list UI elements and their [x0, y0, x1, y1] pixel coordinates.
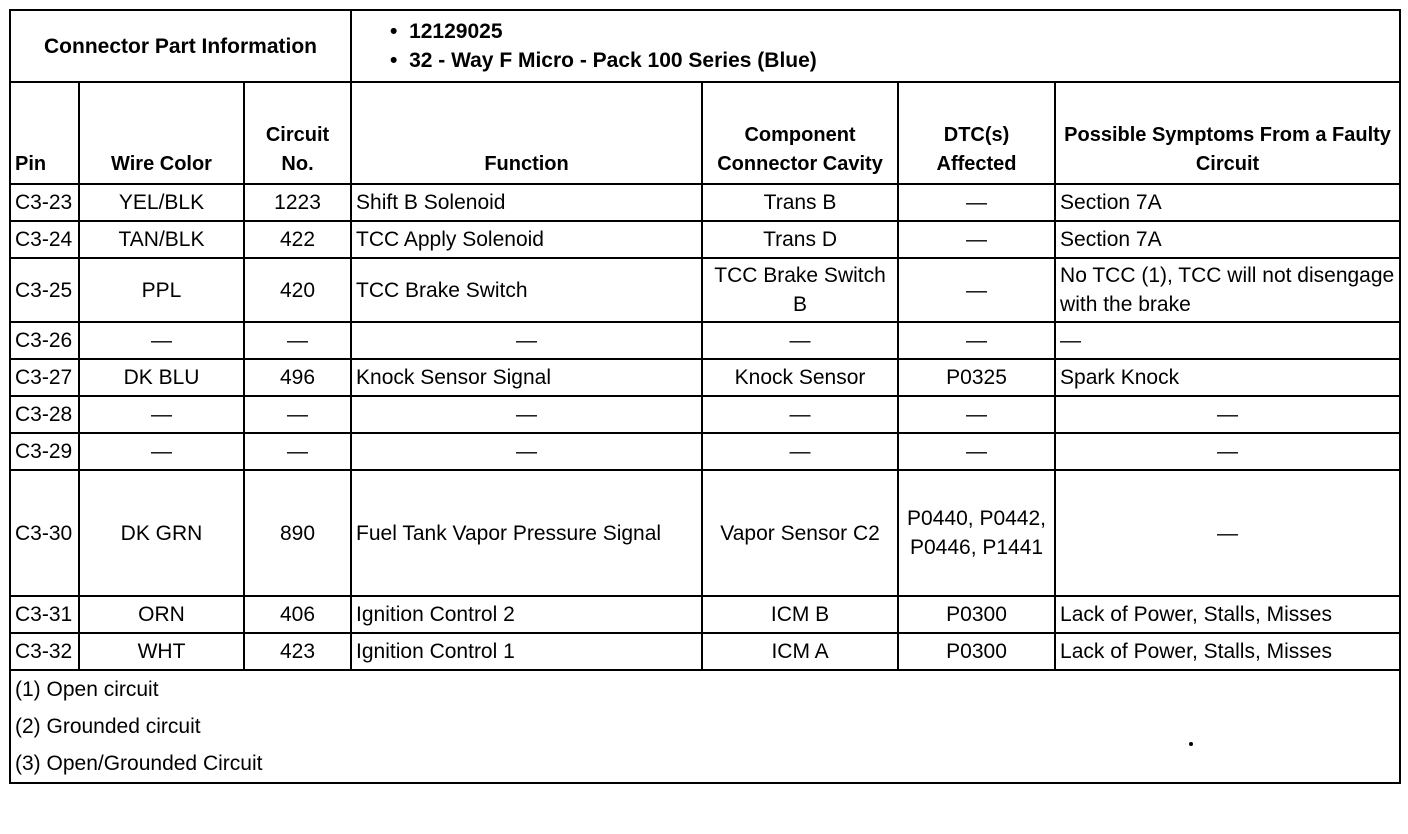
header-dtc: DTC(s) Affected [898, 82, 1055, 184]
pin-cell: C3-31 [10, 596, 79, 633]
wire-color-cell: DK BLU [79, 359, 244, 396]
table-row [10, 359, 1400, 396]
connector-description: 32 - Way F Micro - Pack 100 Series (Blue) [409, 49, 817, 72]
symptoms-cell: No TCC (1), TCC will not disengage with the brake [1055, 258, 1400, 322]
function-cell: — [351, 396, 702, 433]
connector-info-title: Connector Part Information [10, 10, 351, 82]
connector-info-bullets [351, 10, 1400, 82]
function-cell: Fuel Tank Vapor Pressure Signal [351, 470, 702, 596]
cavity-cell: Knock Sensor [702, 359, 898, 396]
cavity-cell: TCC Brake Switch B [702, 258, 898, 322]
table-row [10, 396, 1400, 433]
dtc-cell: P0440, P0442, P0446, P1441 [898, 470, 1055, 596]
symptoms-cell: Lack of Power, Stalls, Misses [1055, 596, 1400, 633]
function-cell: — [351, 433, 702, 470]
circuit-cell: 423 [244, 633, 351, 670]
function-cell: Shift B Solenoid [351, 184, 702, 221]
function-cell: Knock Sensor Signal [351, 359, 702, 396]
notes-row [10, 670, 1400, 783]
wire-color-cell: DK GRN [79, 470, 244, 596]
dtc-cell: — [898, 221, 1055, 258]
pin-cell: C3-26 [10, 322, 79, 359]
pin-cell: C3-24 [10, 221, 79, 258]
wire-color-cell: — [79, 396, 244, 433]
circuit-cell: — [244, 322, 351, 359]
table-row [10, 596, 1400, 633]
note-grounded-circuit: (2) Grounded circuit [15, 715, 201, 738]
pin-cell: C3-29 [10, 433, 79, 470]
table-row [10, 184, 1400, 221]
table-row [10, 433, 1400, 470]
wire-color-cell: YEL/BLK [79, 184, 244, 221]
pin-cell: C3-32 [10, 633, 79, 670]
symptoms-cell: Section 7A [1055, 184, 1400, 221]
circuit-cell: — [244, 433, 351, 470]
symptoms-cell: Section 7A [1055, 221, 1400, 258]
dtc-cell: — [898, 433, 1055, 470]
cavity-cell: ICM B [702, 596, 898, 633]
wire-color-cell: ORN [79, 596, 244, 633]
function-cell: TCC Brake Switch [351, 258, 702, 322]
cavity-cell: Trans D [702, 221, 898, 258]
table-row [10, 470, 1400, 596]
circuit-cell: — [244, 396, 351, 433]
bullet-item: • 12129025 [390, 20, 503, 43]
wire-color-cell: PPL [79, 258, 244, 322]
function-cell: TCC Apply Solenoid [351, 221, 702, 258]
circuit-cell: 422 [244, 221, 351, 258]
wire-color-cell: WHT [79, 633, 244, 670]
pin-cell: C3-25 [10, 258, 79, 322]
bullet-item: • 32 - Way F Micro - Pack 100 Series (Blue) [390, 49, 817, 72]
header-symptoms: Possible Symptoms From a Faulty Circuit [1055, 82, 1400, 184]
wire-color-cell: — [79, 433, 244, 470]
function-cell: Ignition Control 1 [351, 633, 702, 670]
cavity-cell: — [702, 322, 898, 359]
note-open-grounded-circuit: (3) Open/Grounded Circuit [15, 752, 263, 775]
dtc-cell: — [898, 322, 1055, 359]
table-row [10, 322, 1400, 359]
pin-cell: C3-28 [10, 396, 79, 433]
table-row [10, 633, 1400, 670]
pin-cell: C3-30 [10, 470, 79, 596]
header-circuit-no: Circuit No. [244, 82, 351, 184]
dtc-cell: P0300 [898, 596, 1055, 633]
dtc-cell: P0300 [898, 633, 1055, 670]
header-pin: Pin [10, 82, 79, 184]
circuit-cell: 1223 [244, 184, 351, 221]
symptoms-cell: — [1055, 322, 1400, 359]
symptoms-cell: Spark Knock [1055, 359, 1400, 396]
dtc-cell: — [898, 258, 1055, 322]
dtc-cell: P0325 [898, 359, 1055, 396]
symptoms-cell: — [1055, 433, 1400, 470]
wire-color-cell: — [79, 322, 244, 359]
dtc-cell: — [898, 396, 1055, 433]
circuit-cell: 406 [244, 596, 351, 633]
notes-cell [10, 670, 1400, 783]
connector-info-row [10, 10, 1400, 82]
table-row [10, 221, 1400, 258]
pin-cell: C3-23 [10, 184, 79, 221]
header-function: Function [351, 82, 702, 184]
cavity-cell: — [702, 396, 898, 433]
header-component-cavity: Component Connector Cavity [702, 82, 898, 184]
header-wire-color: Wire Color [79, 82, 244, 184]
wire-color-cell: TAN/BLK [79, 221, 244, 258]
part-number: 12129025 [409, 20, 503, 43]
function-cell: Ignition Control 2 [351, 596, 702, 633]
cavity-cell: Trans B [702, 184, 898, 221]
cavity-cell: — [702, 433, 898, 470]
dtc-cell: — [898, 184, 1055, 221]
note-open-circuit: (1) Open circuit [15, 678, 159, 701]
scan-speck [1189, 742, 1193, 746]
connector-document [9, 9, 1401, 784]
pin-cell: C3-27 [10, 359, 79, 396]
circuit-cell: 420 [244, 258, 351, 322]
header-row [10, 82, 1400, 184]
symptoms-cell: — [1055, 470, 1400, 596]
connector-table [9, 9, 1401, 784]
function-cell: — [351, 322, 702, 359]
circuit-cell: 496 [244, 359, 351, 396]
cavity-cell: ICM A [702, 633, 898, 670]
symptoms-cell: Lack of Power, Stalls, Misses [1055, 633, 1400, 670]
cavity-cell: Vapor Sensor C2 [702, 470, 898, 596]
symptoms-cell: — [1055, 396, 1400, 433]
table-row [10, 258, 1400, 322]
circuit-cell: 890 [244, 470, 351, 596]
